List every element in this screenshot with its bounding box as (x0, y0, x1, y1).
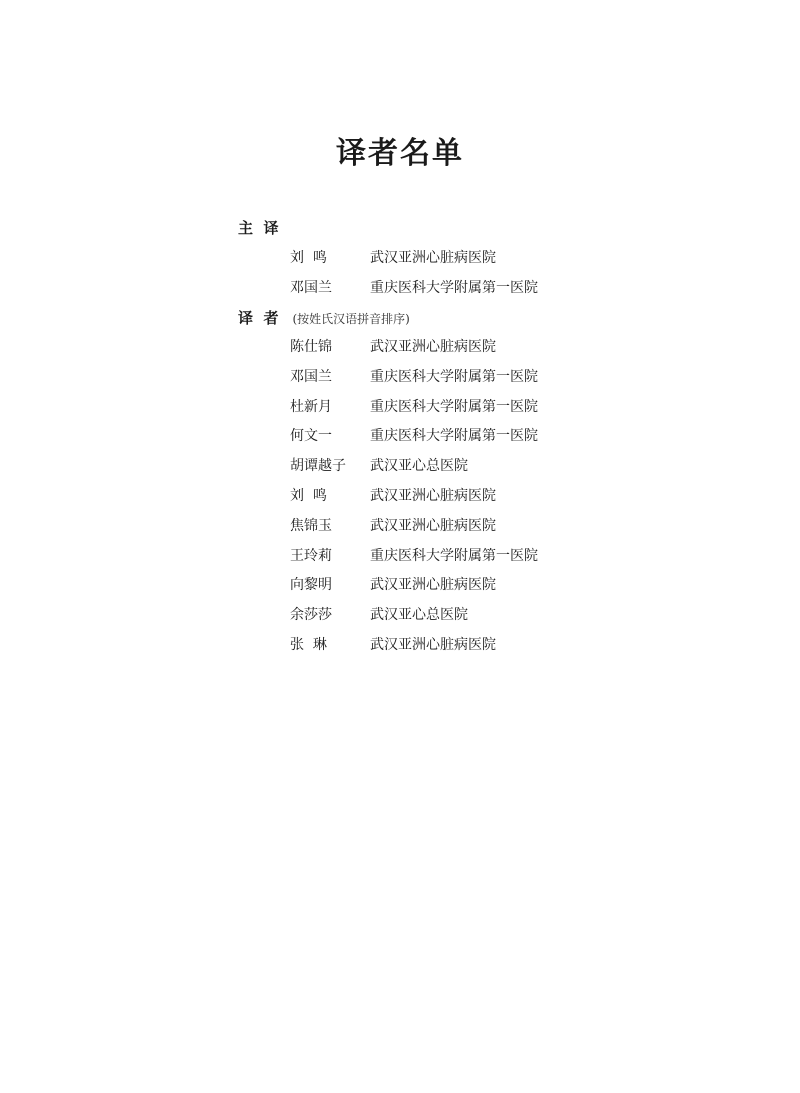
translators-heading (238, 308, 410, 329)
list-item (290, 278, 538, 298)
hospital-name: 武汉亚洲心脏病医院 (370, 517, 496, 534)
hospital-name: 重庆医科大学附属第一医院 (370, 547, 538, 564)
list-item (290, 456, 468, 476)
list-item (290, 337, 496, 357)
translator-name: 张 琳 (290, 637, 327, 653)
list-item (290, 575, 496, 595)
hospital-name: 武汉亚洲心脏病医院 (370, 637, 496, 653)
hospital-name: 重庆医科大学附属第一医院 (370, 398, 538, 415)
translator-name: 王玲莉 (290, 547, 332, 564)
hospital-name: 重庆医科大学附属第一医院 (370, 368, 538, 385)
translator-name: 何文一 (290, 428, 332, 445)
hospital-name: 重庆医科大学附属第一医院 (370, 428, 538, 445)
translator-name: 余莎莎 (290, 607, 332, 624)
sort-order-note: (按姓氏汉语拼音排序) (292, 312, 410, 326)
page-title: 译者名单 (336, 136, 464, 171)
chief-translators-heading (238, 218, 278, 238)
translator-name: 胡谭越子 (290, 458, 346, 475)
list-item (290, 397, 538, 417)
hospital-name: 武汉亚洲心脏病医院 (370, 577, 496, 594)
list-item (290, 635, 496, 655)
translators-label: 译 者 (238, 309, 279, 327)
list-item (290, 426, 538, 446)
hospital-name: 武汉亚洲心脏病医院 (370, 488, 496, 504)
translator-name: 杜新月 (290, 398, 332, 415)
translator-name: 陈仕锦 (290, 339, 332, 355)
chief-translators-label: 主 译 (238, 219, 279, 237)
list-item (290, 605, 468, 625)
list-item (290, 248, 496, 268)
translator-name: 邓国兰 (290, 368, 332, 385)
list-item (290, 367, 538, 387)
list-item (290, 516, 496, 536)
list-item (290, 546, 538, 566)
translator-name: 刘 鸣 (290, 250, 327, 266)
hospital-name: 武汉亚心总医院 (370, 458, 468, 475)
translator-name: 邓国兰 (290, 279, 332, 296)
translator-name: 向黎明 (290, 577, 332, 594)
translator-name: 焦锦玉 (290, 517, 332, 534)
list-item (290, 486, 496, 506)
hospital-name: 重庆医科大学附属第一医院 (370, 279, 538, 296)
hospital-name: 武汉亚心总医院 (370, 607, 468, 624)
translator-name: 刘 鸣 (290, 488, 327, 504)
hospital-name: 武汉亚洲心脏病医院 (370, 250, 496, 266)
hospital-name: 武汉亚洲心脏病医院 (370, 339, 496, 355)
